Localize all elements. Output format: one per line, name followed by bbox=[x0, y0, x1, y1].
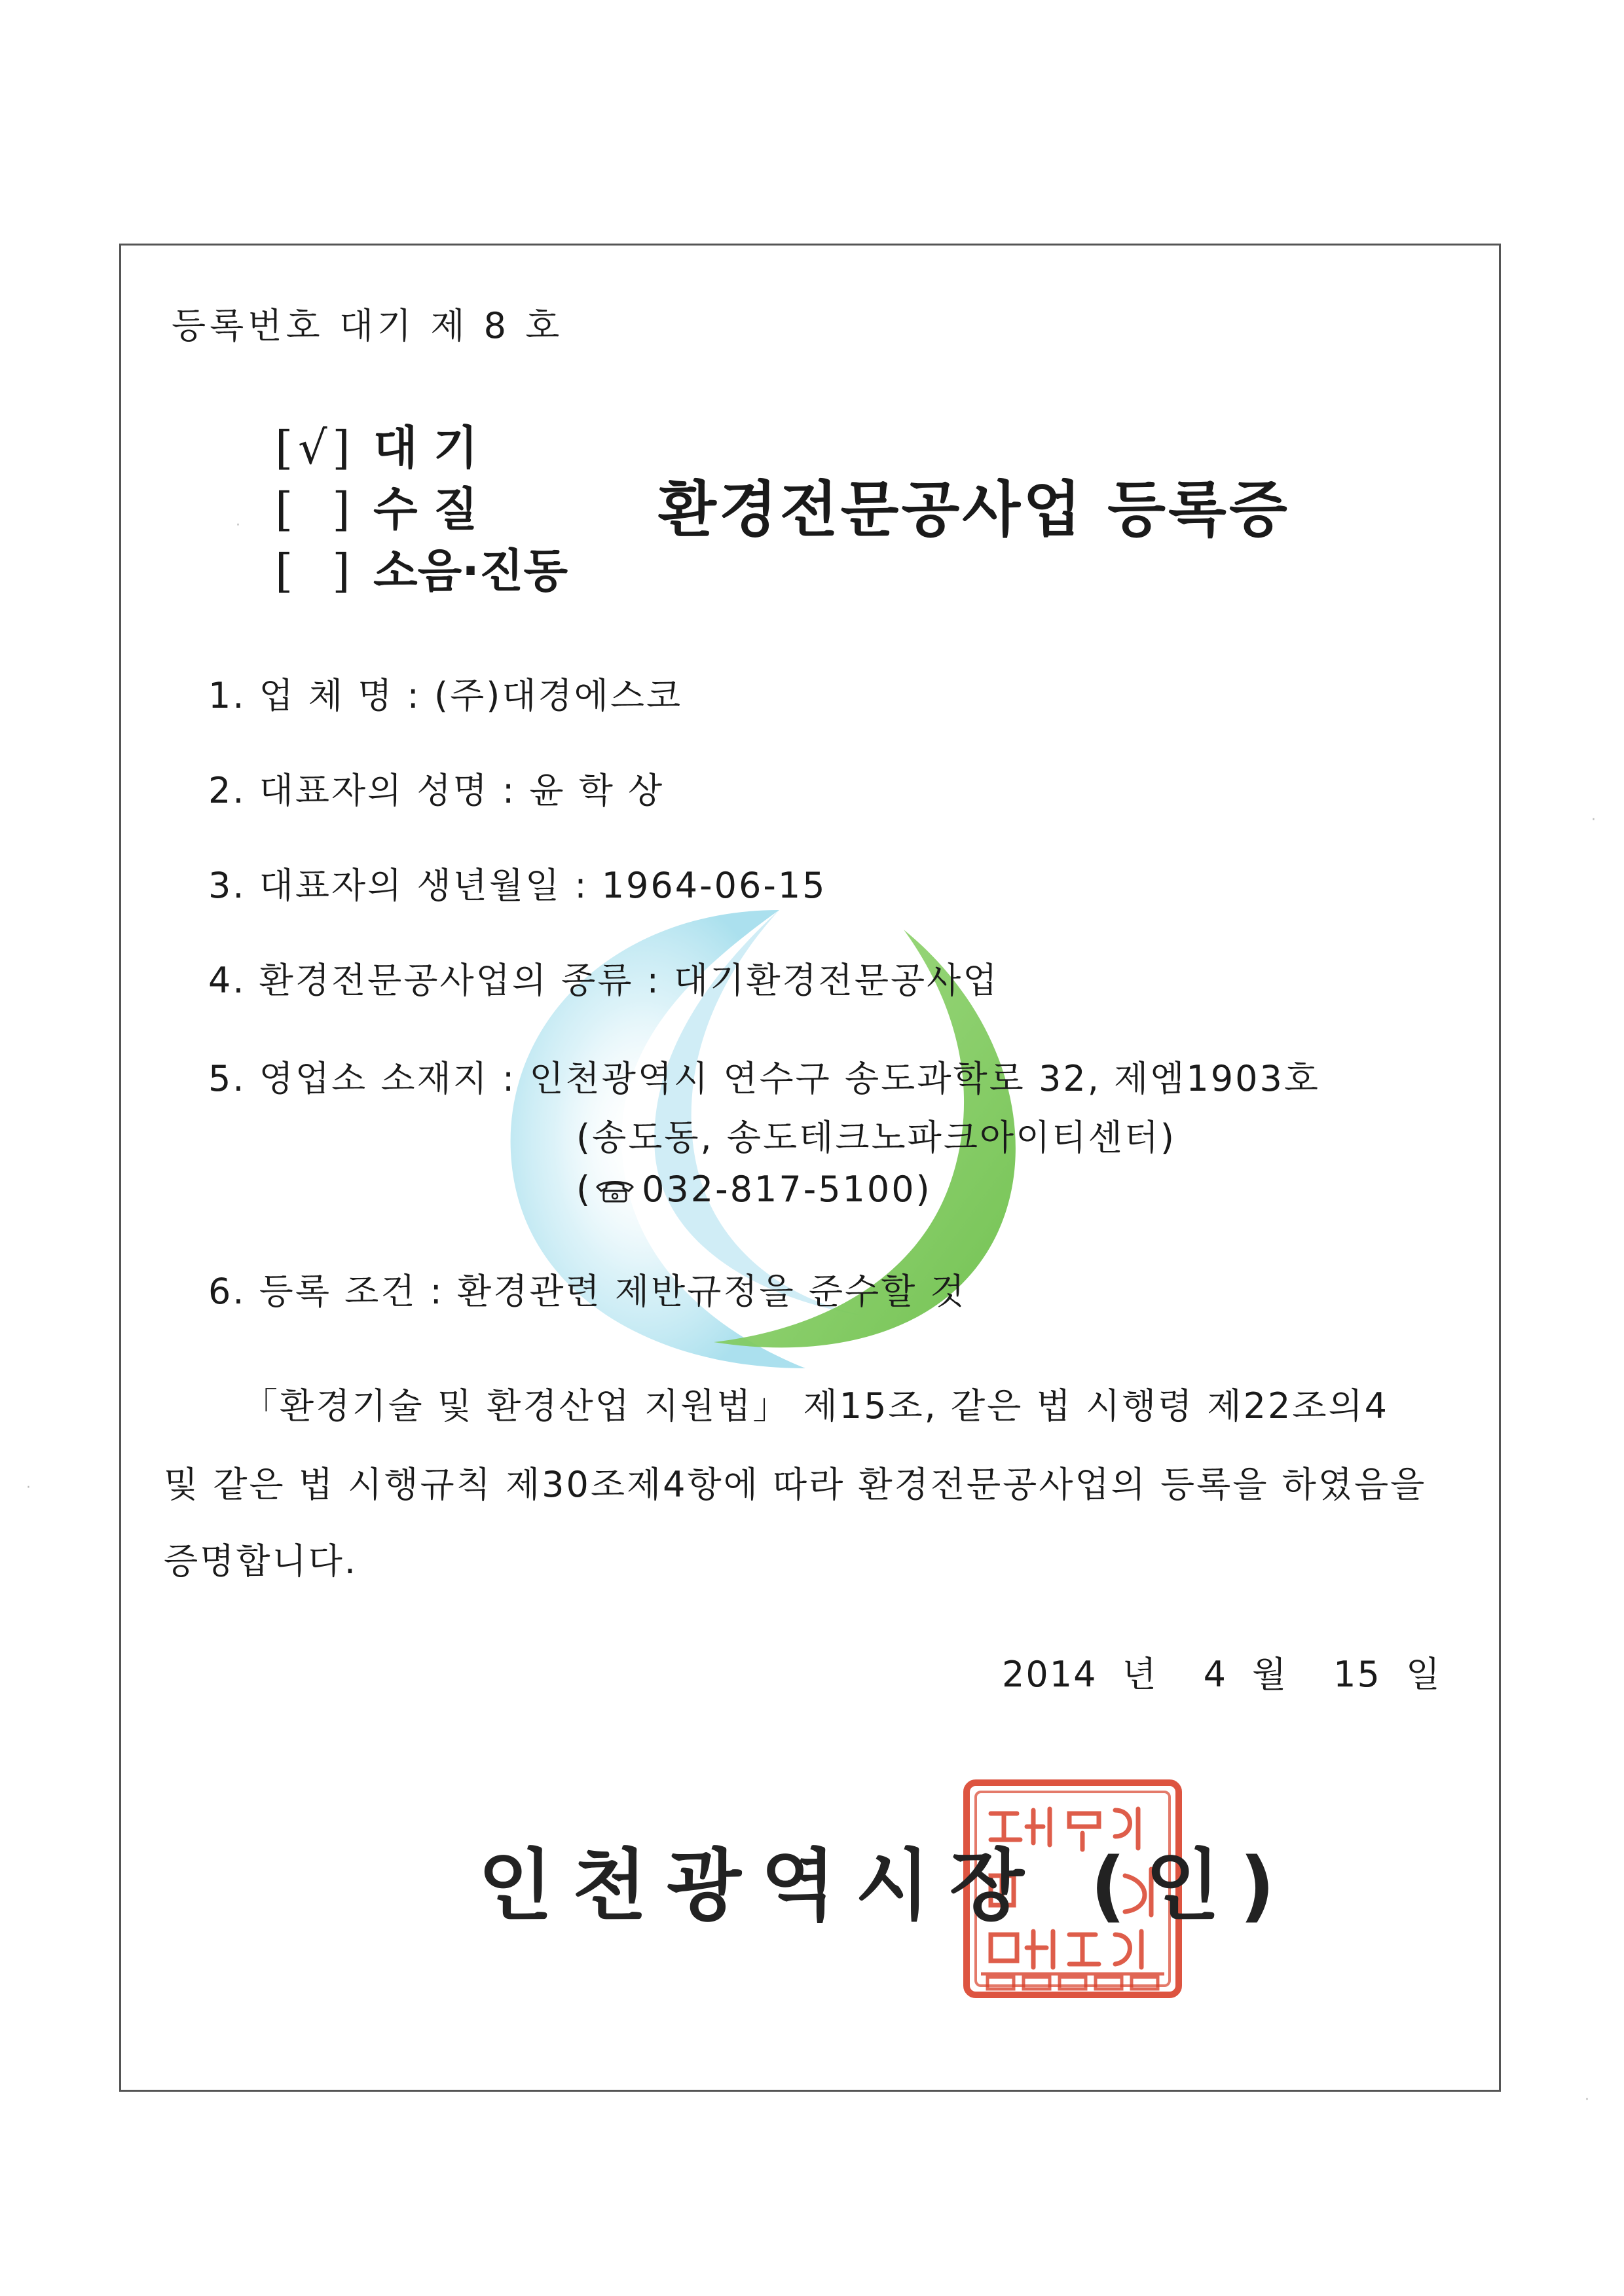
item-representative-birthdate bbox=[208, 858, 827, 908]
telephone-icon bbox=[595, 1178, 635, 1204]
registration-number: 등록번호 대기 제 8 호 bbox=[172, 305, 564, 346]
item-label: 3. 대표자의 생년월일 : bbox=[208, 865, 589, 906]
issuer-name: 인천광역시장 (인) bbox=[478, 1840, 1295, 1931]
item-label: 1. 업 체 명 : bbox=[208, 675, 421, 716]
date-year: 2014 bbox=[1002, 1654, 1098, 1695]
date-day: 15 bbox=[1333, 1654, 1381, 1695]
scan-speck: · bbox=[26, 1480, 31, 1496]
item-registration-condition bbox=[208, 1264, 967, 1314]
scan-speck: · bbox=[1585, 2092, 1589, 2108]
item-label: 4. 환경전문공사업의 종류 : bbox=[208, 960, 661, 1001]
item-value: 윤 학 상 bbox=[529, 770, 665, 811]
category-water bbox=[275, 473, 478, 539]
checkbox-noise: [ ] bbox=[275, 544, 350, 598]
item-value: (주)대경에스코 bbox=[434, 675, 683, 716]
item-label: 2. 대표자의 성명 : bbox=[208, 770, 517, 811]
date-month: 4 bbox=[1203, 1654, 1227, 1695]
item-company-name bbox=[208, 668, 682, 718]
item-representative-name bbox=[208, 763, 664, 813]
category-air bbox=[275, 411, 478, 477]
item-business-type bbox=[208, 953, 999, 1003]
item-label: 6. 등록 조건 : bbox=[208, 1271, 444, 1312]
check-mark-icon: √ bbox=[298, 421, 327, 475]
category-label-water: 수 질 bbox=[373, 483, 478, 536]
scan-speck: · bbox=[236, 517, 240, 534]
item-office-phone: ( 032-817-5100) bbox=[576, 1169, 932, 1210]
scan-speck: · bbox=[1591, 812, 1596, 828]
item-value: 환경관련 제반규정을 준수할 것 bbox=[457, 1271, 967, 1312]
item-office-address-line2: (송도동, 송도테크노파크아이티센터) bbox=[576, 1117, 1176, 1158]
certification-paragraph-line3: 증명합니다. bbox=[164, 1540, 358, 1582]
checkbox-water: [ ] bbox=[275, 483, 350, 536]
category-label-noise: 소음·진동 bbox=[373, 544, 568, 598]
checkbox-air: [ √ ] bbox=[275, 421, 350, 475]
phone-number: 032-817-5100 bbox=[642, 1169, 916, 1210]
category-label-air: 대 기 bbox=[373, 421, 478, 475]
category-noise bbox=[275, 534, 568, 600]
item-value: 인천광역시 연수구 송도과학로 32, 제엠1903호 bbox=[529, 1058, 1320, 1099]
item-label: 5. 영업소 소재지 : bbox=[208, 1058, 517, 1099]
item-value: 대기환경전문공사업 bbox=[674, 960, 999, 1001]
document-title: 환경전문공사업 등록증 bbox=[658, 475, 1290, 545]
certification-paragraph-line1: 「환경기술 및 환경산업 지원법」 제15조, 같은 법 시행령 제22조의4 bbox=[242, 1385, 1390, 1427]
issue-date: 2014 년 4 월 15 일 bbox=[1002, 1654, 1442, 1695]
certification-paragraph-line2: 및 같은 법 시행규칙 제30조제4항에 따라 환경전문공사업의 등록을 하였음을 bbox=[164, 1464, 1427, 1505]
item-value: 1964-06-15 bbox=[601, 865, 827, 906]
item-office-address bbox=[208, 1051, 1320, 1101]
